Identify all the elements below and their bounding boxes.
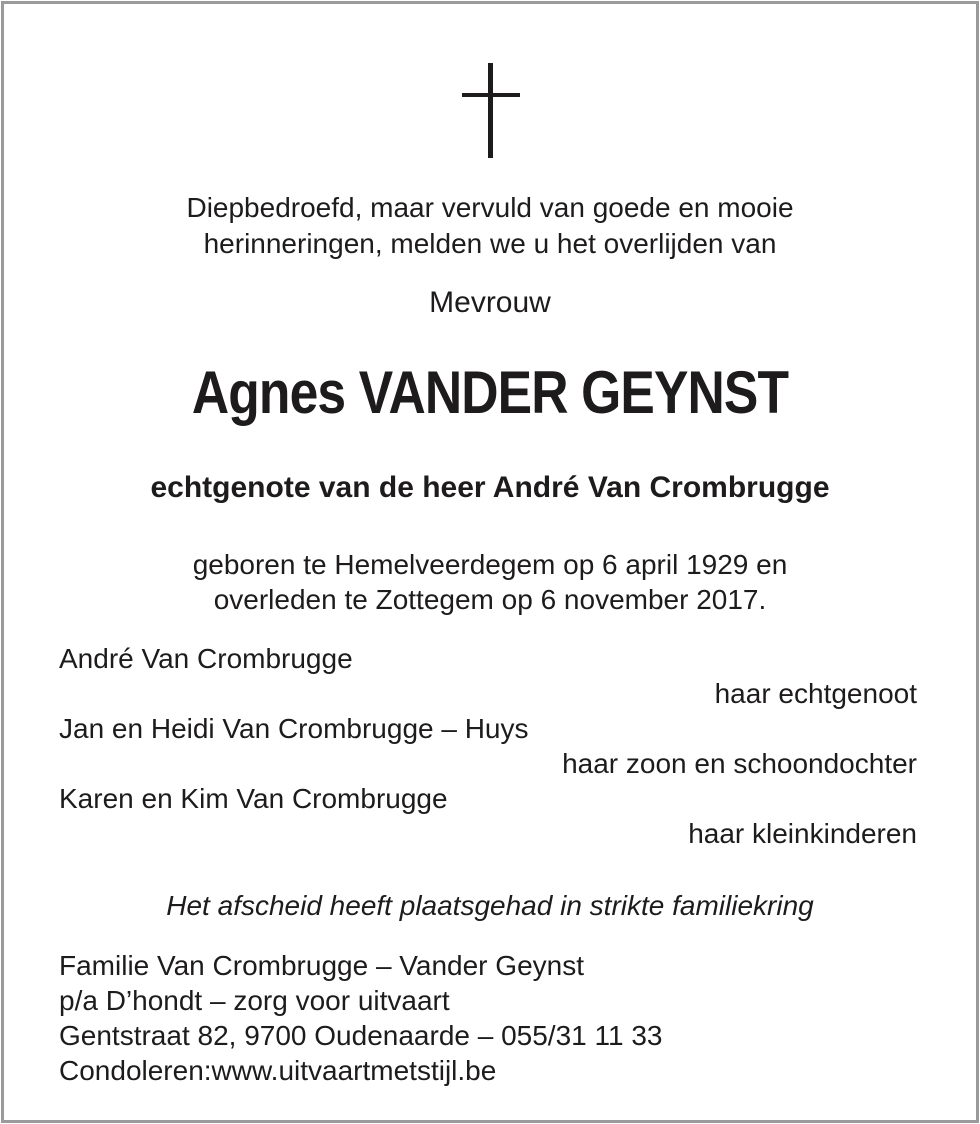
contact-address-phone: Gentstraat 82, 9700 Oudenaarde – 055/31 11 33 — [59, 1020, 663, 1051]
cross-vertical-bar — [488, 63, 493, 158]
birth-death-dates — [0, 547, 980, 617]
contact-block — [59, 948, 663, 1088]
farewell-note: Het afscheid heeft plaatsgehad in strikte familiekring — [166, 890, 814, 921]
dates-line-1: geboren te Hemelveerdegem op 6 april 1929 en — [192, 549, 788, 580]
intro-text — [0, 190, 980, 262]
family-member-relation: haar echtgenoot — [714, 678, 917, 709]
spouse-line: echtgenote van de heer André Van Crombrugge — [150, 471, 830, 504]
family-member-relation: haar zoon en schoondochter — [562, 748, 917, 779]
latin-cross-icon — [462, 63, 520, 158]
deceased-name: Agnes VANDER GEYNST — [191, 359, 789, 426]
family-member-name: Karen en Kim Van Crombrugge — [59, 783, 448, 814]
family-member-name: Jan en Heidi Van Crombrugge – Huys — [59, 713, 529, 744]
dates-line-2: overleden te Zottegem op 6 november 2017. — [213, 584, 767, 615]
salutation: Mevrouw — [429, 286, 551, 319]
intro-line-1: Diepbedroefd, maar vervuld van goede en mooie — [186, 192, 794, 223]
contact-condolence-link[interactable]: Condoleren:www.uitvaartmetstijl.be — [59, 1055, 497, 1086]
family-member-name: André Van Crombrugge — [59, 643, 353, 674]
cross-horizontal-bar — [462, 93, 520, 97]
intro-line-2: herinneringen, melden we u het overlijden van — [203, 228, 777, 259]
family-member-relation: haar kleinkinderen — [688, 818, 917, 849]
contact-family: Familie Van Crombrugge – Vander Geynst — [59, 950, 584, 981]
contact-funeral-home: p/a D’hondt – zorg voor uitvaart — [59, 985, 450, 1016]
